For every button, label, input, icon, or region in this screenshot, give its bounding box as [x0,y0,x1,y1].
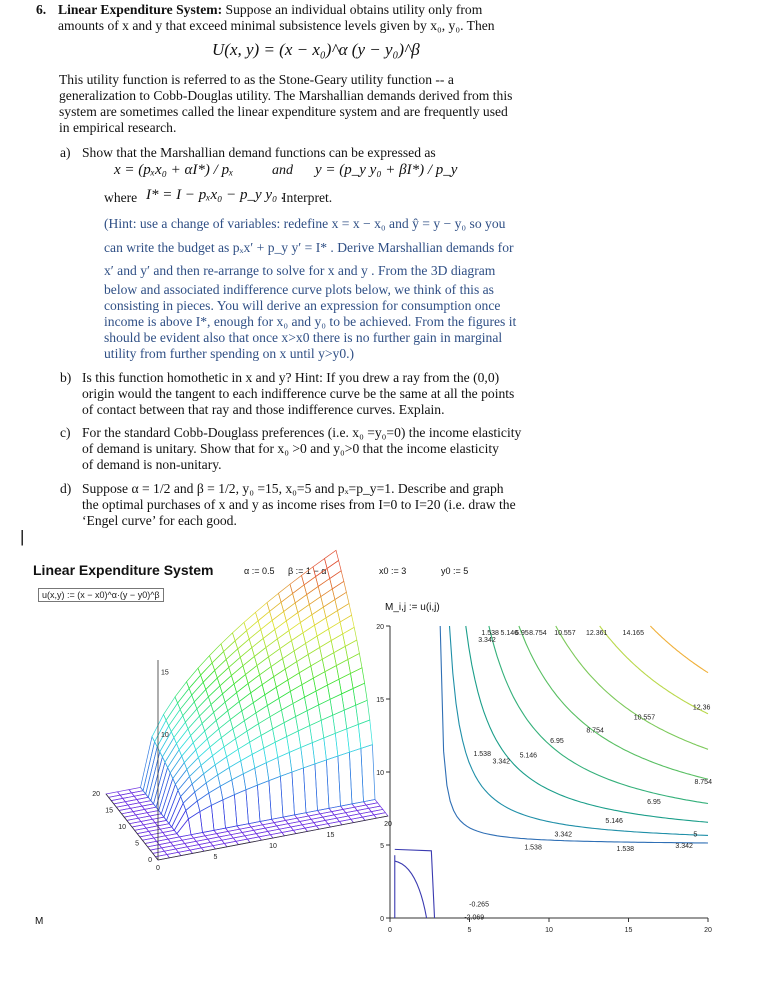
surface-cell [180,695,194,716]
contour-value-label: -2.069 [464,914,485,922]
surface-cell [233,622,247,640]
hint-line-7: should be evident also that once x>x0 there is no further gain in marginal [104,330,503,345]
contour-value-label: 5 [693,831,698,839]
contour-line [519,626,708,779]
contour-value-label: 5.146 [500,629,519,637]
contour-line [650,626,708,673]
question-intro [58,2,698,18]
surface-cell [175,682,189,703]
part-b-line-3: of contact between that ray and those indifference curves. Explain. [82,402,445,417]
question-title: Linear Expenditure System: [58,2,223,17]
surface-cell [178,688,192,709]
part-d-label: d) [60,481,72,496]
contour-value-label: 3.342 [492,758,511,766]
part-c-line-3: of demand is non-unitary. [82,457,222,472]
contour-value-label: 1.538 [481,629,499,637]
y-tick-label: 5 [380,843,384,850]
contour-value-label: 3.342 [675,843,693,850]
intro-para-1: This utility function is referred to as the Stone-Geary utility function -- a [59,72,454,87]
surface-cell [345,640,359,659]
utility-function-definition[interactable]: u(x,y) := (x − x0)^α·(y − y0)^β [38,588,164,602]
hint-line-4: below and associated indifference curve plots below, we think of this as [104,282,494,297]
hint-line-5: consisting in pieces. You will derive an expression for consumption once [104,298,501,313]
contour-value-label: 1.538 [524,844,542,852]
surface-cell [159,773,173,814]
part-d-line-1: Suppose α = 1/2 and β = 1/2, y₀ =15, x₀=5 and pₓ=p_y=1. Describe and graph [82,481,504,496]
surface-cell [169,797,183,828]
contour-line-neg [395,849,435,918]
contour-line [556,626,708,749]
surface-x-tick: 10 [269,843,277,850]
surface-x-tick: 5 [213,854,218,861]
surface-cell [211,694,225,712]
surface-cell [184,750,198,769]
y-tick-label: 0 [380,916,384,923]
surface-cell [178,776,192,796]
surface-cell [210,644,224,663]
surface-cell [181,784,195,803]
contour-axes [376,624,712,934]
hint-line-1: (Hint: use a change of variables: redefine x = x − x₀ and ŷ = y − y₀ so you [104,216,506,231]
contour-value-label: 12.361 [585,629,608,637]
surface-y-tick: 15 [105,807,113,815]
surface-cell [162,738,176,763]
surface-cell [172,803,186,830]
surface-cell [179,736,193,756]
contour-line [466,626,708,822]
surface-cell [226,649,240,667]
x-tick-label: 10 [545,927,553,934]
surface-cell [167,790,181,823]
where-word: where [104,190,138,205]
contour-plot[interactable] [360,618,730,938]
surface-y-tick: 20 [92,791,100,798]
contour-value-label: 1.538 [473,751,491,759]
hint-line-8: utility from further spending on x until y>y0.) [104,346,355,361]
interpret-word: Interpret. [282,190,333,205]
utility-equation: U(x, y) = (x − x₀)^α (y − y₀)^β [212,40,420,59]
question-number: 6. [36,2,47,17]
x-tick-label: 15 [624,927,633,934]
contour-value-label: 6.95 [515,629,529,637]
y-tick-label: 10 [376,770,384,777]
hint-line-6: income is above I*, enough for x₀ and y₀ to be achieved. From the figures it [104,314,517,329]
contour-line [440,626,708,843]
x0-definition[interactable]: x0 := 3 [379,566,407,576]
where-eq: I* = I − pₓx₀ − p_y y₀ . [146,187,285,203]
surface-cell [174,810,188,833]
text-cursor[interactable]: | [20,527,25,546]
surface-cell [187,668,201,688]
surface-cell [177,729,191,750]
contour-value-label: 10.557 [554,629,576,637]
surface-z-tick: 15 [161,669,169,677]
y0-definition[interactable]: y0 := 5 [441,566,469,576]
surface-cell [198,656,212,676]
demand-y-eq: y = (p_y y₀ + βI*) / p_y [315,162,458,178]
contour-value-label: 6.95 [550,737,564,745]
surface-x-tick: 15 [326,832,335,839]
part-a-text: Show that the Marshallian demand functions can be expressed as [82,145,436,160]
contour-value-label: 10.557 [633,714,656,722]
surface-cell [325,550,339,568]
contour-value-label: 8.754 [694,778,712,786]
contour-value-label: 6.95 [647,799,661,807]
part-c-label: c) [60,425,71,440]
contour-value-label: 8.754 [586,727,604,735]
surface-cell [185,709,199,729]
surface-cell [224,641,238,660]
matrix-definition[interactable]: M_i,j := u(i,j) [385,602,440,613]
question-intro-line1: Suppose an individual obtains utility only from [225,2,483,17]
x-tick-label: 20 [704,927,712,934]
intro-para-2: generalization to Cobb-Douglas utility. The Marshallian demands derived from this [59,88,513,103]
surface-cell [164,784,178,820]
surface-cell [189,675,203,695]
hint-line-3: x′ and y′ and then re-arrange to solve for x and y . From the 3D diagram [104,263,496,278]
alpha-definition[interactable]: α := 0.5 [244,566,275,576]
beta-definition[interactable]: β := 1 − α [288,566,327,576]
part-c-line-2: of demand is unitary. Show that for x₀ >0 and y₀>0 that the income elasticity [82,441,499,456]
contour-line-neg [395,861,427,918]
surface-cell [183,702,197,722]
surface-x-tick: 0 [156,865,160,872]
surface-y-tick: 5 [135,840,139,848]
part-b-line-1: Is this function homothetic in x and y? Hint: If you drew a ray from the (0,0) [82,370,500,385]
contour-value-label: 3.342 [554,831,573,839]
surface-z-tick: 10 [161,732,169,739]
intro-para-4: in empirical research. [59,120,177,135]
surface-cell [141,737,155,791]
contour-line [450,626,709,835]
surface-y-tick: 10 [118,824,126,831]
and-word: and [272,163,293,178]
contour-line [489,626,708,807]
surface-x-tick: 20 [384,821,392,828]
x-tick-label: 5 [467,927,472,934]
y-tick-label: 15 [376,697,384,704]
surface-cell [192,682,206,702]
surface-cell [161,779,175,818]
surface-cell [217,667,231,686]
hint-line-2: can write the budget as pₓx′ + p_y y′ = I* . Derive Marshallian demands for [104,240,514,255]
contour-value-label: 1.538 [616,845,635,853]
part-b-label: b) [60,370,72,385]
question-intro-line2: amounts of x and y that exceed minimal subsistence levels given by x₀, y₀. Then [58,18,495,33]
contour-value-label: -0.265 [469,901,489,909]
contour-lines [395,626,708,918]
part-a-label: a) [60,145,71,160]
surface-cell [220,676,234,694]
surface-plot[interactable] [40,610,392,910]
y-tick-label: 20 [376,624,384,631]
contour-value-label: 3.342 [478,637,496,645]
intro-para-3: system are sometimes called the linear expenditure system and are frequently used [59,104,508,119]
surface-cell [165,744,179,768]
surface-y-tick: 0 [148,857,152,864]
worksheet-title: Linear Expenditure System [33,562,214,578]
part-b-line-2: origin would the tangent to each indifference curve be the same at all the points [82,386,515,401]
part-c-line-1: For the standard Cobb-Douglass preferences (i.e. x₀ =y₀=0) the income elasticity [82,425,522,440]
contour-value-label: 5.146 [519,752,538,760]
contour-line [600,626,708,714]
surface-plot-label: M [35,916,44,927]
surface-cell [182,743,196,763]
demand-x-eq: x = (pₓx₀ + αI*) / pₓ [114,162,234,178]
surface-cell [221,633,235,652]
part-d-line-2: the optimal purchases of x and y as income rises from I=0 to I=20 (i.e. draw the [82,497,516,512]
contour-value-label: 14.165 [622,629,644,637]
surface-cell [205,720,219,738]
contour-value-label: 12.36 [692,704,711,712]
x-tick-label: 0 [388,927,392,934]
part-d-line-3: ‘Engel curve’ for each good. [82,513,237,528]
contour-value-label: 8.754 [529,629,547,637]
contour-value-label: 5.146 [605,818,623,826]
surface-cell [188,716,202,736]
